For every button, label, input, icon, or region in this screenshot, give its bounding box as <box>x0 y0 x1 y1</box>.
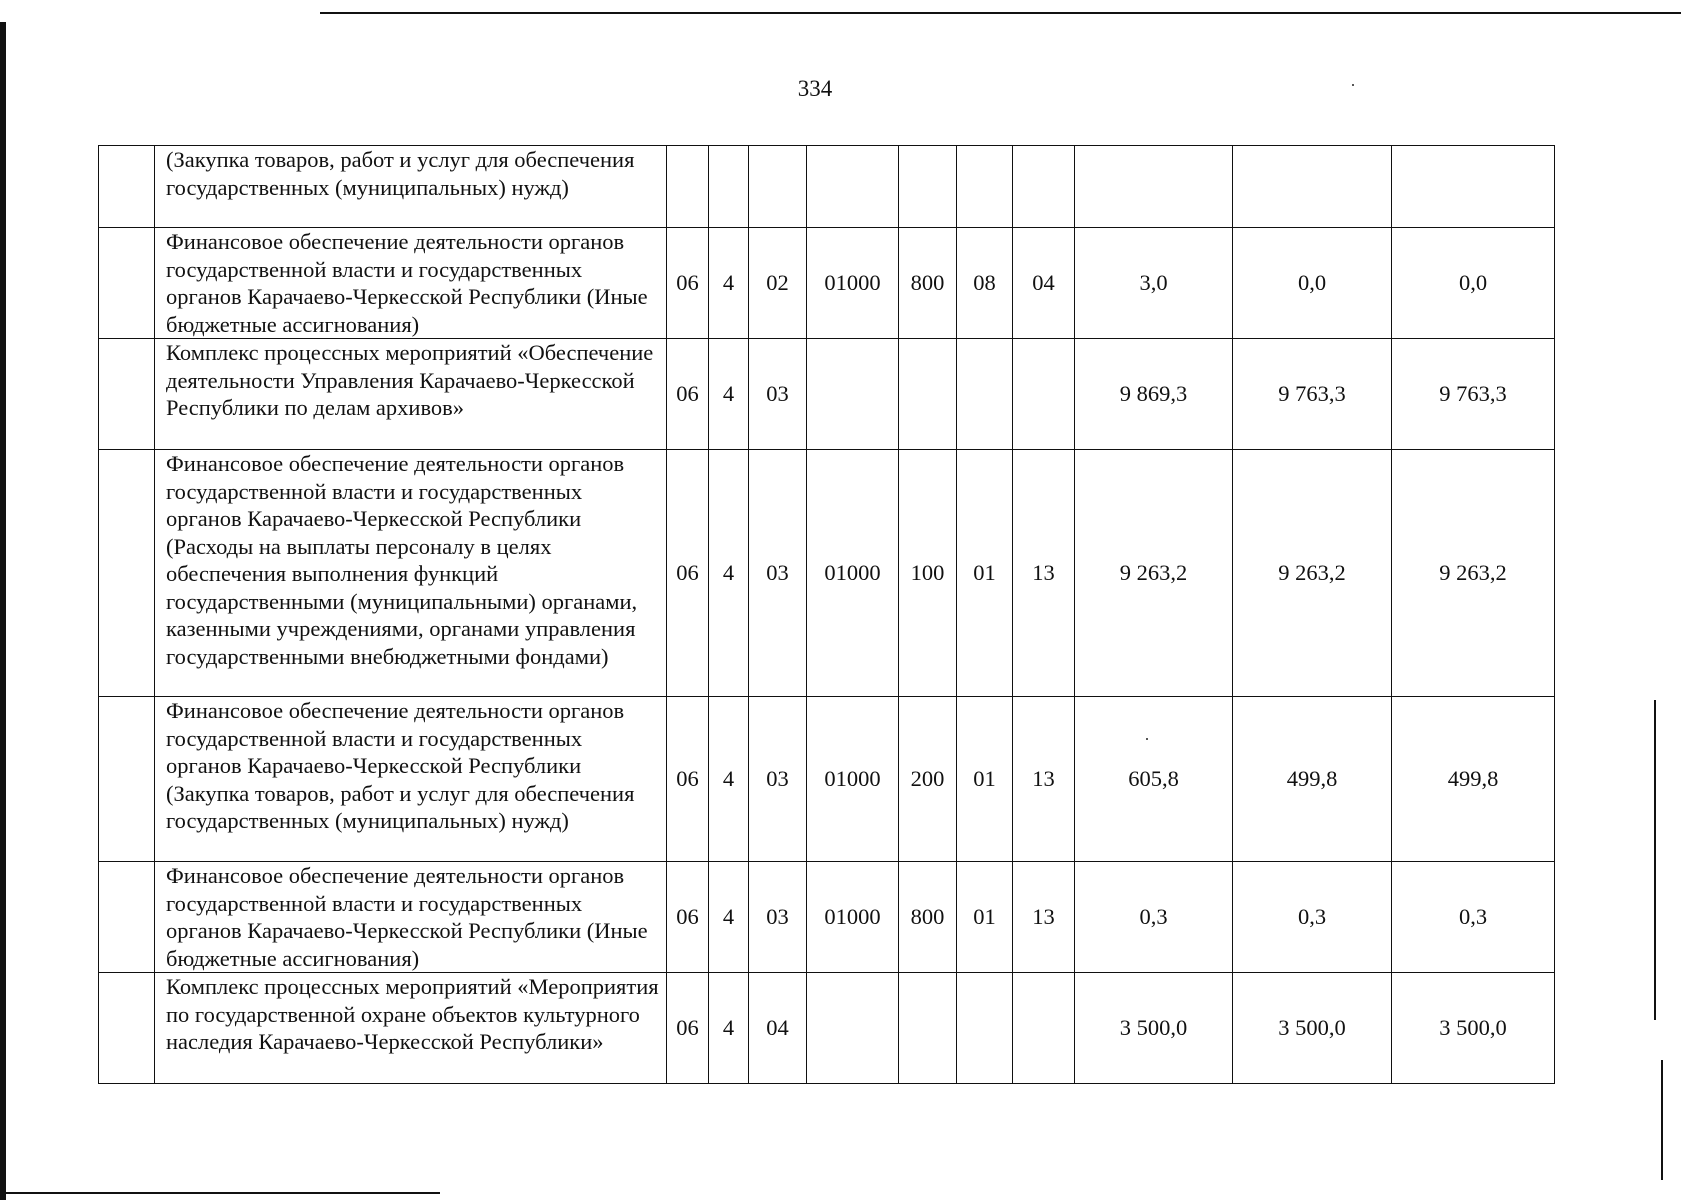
amount-cell: 499,8 <box>1233 697 1392 862</box>
row-index-cell <box>99 697 155 862</box>
amount-cell: 605,8 <box>1075 697 1233 862</box>
table-row <box>99 973 1555 1084</box>
code-cell: 13 <box>1013 862 1075 973</box>
scan-border-left <box>0 22 6 1200</box>
code-cell: 13 <box>1013 450 1075 697</box>
code-cell <box>709 146 749 228</box>
code-cell: 4 <box>709 450 749 697</box>
code-cell <box>667 146 709 228</box>
scan-border-top <box>320 12 1681 14</box>
code-cell: 100 <box>899 450 957 697</box>
amount-cell: 9 263,2 <box>1075 450 1233 697</box>
amount-cell: 0,0 <box>1392 228 1555 339</box>
code-cell: 01 <box>957 697 1013 862</box>
code-cell: 03 <box>749 697 807 862</box>
code-cell: 04 <box>1013 228 1075 339</box>
table-row <box>99 862 1555 973</box>
description-cell: Финансовое обеспечение деятельности органов государственной власти и государственных органов Карачаево-Черкесской Республики (Иные бюджетные ассигнования) <box>155 228 667 339</box>
code-cell <box>899 146 957 228</box>
table-row <box>99 450 1555 697</box>
code-cell: 13 <box>1013 697 1075 862</box>
code-cell <box>807 339 899 450</box>
code-cell: 06 <box>667 228 709 339</box>
row-index-cell <box>99 339 155 450</box>
table-row <box>99 146 1555 228</box>
table-row <box>99 697 1555 862</box>
code-cell: 200 <box>899 697 957 862</box>
code-cell: 01000 <box>807 862 899 973</box>
amount-cell <box>1075 146 1233 228</box>
row-index-cell <box>99 146 155 228</box>
code-cell: 01000 <box>807 450 899 697</box>
scan-border-right-2 <box>1661 1060 1663 1180</box>
amount-cell: 3 500,0 <box>1075 973 1233 1084</box>
code-cell: 4 <box>709 862 749 973</box>
scan-speck <box>1352 84 1354 86</box>
amount-cell: 9 763,3 <box>1392 339 1555 450</box>
amount-cell: 3,0 <box>1075 228 1233 339</box>
description-cell: Финансовое обеспечение деятельности органов государственной власти и государственных органов Карачаево-Черкесской Республики (Закупка товаров, работ и услуг для обеспечения государственных (муниципальных) нужд) <box>155 697 667 862</box>
page-number: 334 <box>797 76 833 101</box>
amount-cell <box>1233 146 1392 228</box>
code-cell: 06 <box>667 973 709 1084</box>
description-cell: Финансовое обеспечение деятельности органов государственной власти и государственных органов Карачаево-Черкесской Республики (Иные бюджетные ассигнования) <box>155 862 667 973</box>
code-cell: 4 <box>709 697 749 862</box>
row-index-cell <box>99 228 155 339</box>
code-cell: 03 <box>749 339 807 450</box>
code-cell: 800 <box>899 228 957 339</box>
code-cell <box>957 146 1013 228</box>
code-cell: 06 <box>667 862 709 973</box>
code-cell: 03 <box>749 450 807 697</box>
code-cell: 06 <box>667 450 709 697</box>
code-cell <box>807 973 899 1084</box>
amount-cell: 0,3 <box>1075 862 1233 973</box>
code-cell: 06 <box>667 339 709 450</box>
description-cell: Финансовое обеспечение деятельности органов государственной власти и государственных органов Карачаево-Черкесской Республики (Расходы на выплаты персоналу в целях обеспечения выполнения функций государственными (муниципальными) органами, казенными учреждениями, органами управления государственными внебюджетными фондами) <box>155 450 667 697</box>
code-cell: 4 <box>709 339 749 450</box>
amount-cell: 0,3 <box>1233 862 1392 973</box>
amount-cell: 3 500,0 <box>1392 973 1555 1084</box>
scan-border-bottom <box>0 1192 440 1194</box>
code-cell <box>1013 339 1075 450</box>
amount-cell: 0,0 <box>1233 228 1392 339</box>
amount-cell: 9 763,3 <box>1233 339 1392 450</box>
description-cell: (Закупка товаров, работ и услуг для обеспечения государственных (муниципальных) нужд) <box>155 146 667 228</box>
budget-table <box>98 145 1555 1084</box>
description-cell: Комплекс процессных мероприятий «Мероприятия по государственной охране объектов культурного наследия Карачаево-Черкесской Республики» <box>155 973 667 1084</box>
code-cell <box>957 973 1013 1084</box>
row-index-cell <box>99 450 155 697</box>
code-cell: 01000 <box>807 697 899 862</box>
code-cell: 01000 <box>807 228 899 339</box>
code-cell: 03 <box>749 862 807 973</box>
code-cell <box>899 339 957 450</box>
code-cell <box>807 146 899 228</box>
amount-cell: 0,3 <box>1392 862 1555 973</box>
code-cell <box>899 973 957 1084</box>
code-cell: 08 <box>957 228 1013 339</box>
code-cell: 800 <box>899 862 957 973</box>
amount-cell: 3 500,0 <box>1233 973 1392 1084</box>
scan-border-right-1 <box>1654 700 1656 1020</box>
code-cell: 4 <box>709 228 749 339</box>
code-cell: 06 <box>667 697 709 862</box>
amount-cell: 9 263,2 <box>1392 450 1555 697</box>
amount-cell: 9 263,2 <box>1233 450 1392 697</box>
table-row <box>99 228 1555 339</box>
code-cell: 01 <box>957 862 1013 973</box>
code-cell <box>1013 973 1075 1084</box>
code-cell <box>957 339 1013 450</box>
row-index-cell <box>99 973 155 1084</box>
code-cell <box>749 146 807 228</box>
amount-cell <box>1392 146 1555 228</box>
row-index-cell <box>99 862 155 973</box>
description-cell: Комплекс процессных мероприятий «Обеспечение деятельности Управления Карачаево-Черкесской Республики по делам архивов» <box>155 339 667 450</box>
code-cell: 01 <box>957 450 1013 697</box>
amount-cell: 499,8 <box>1392 697 1555 862</box>
code-cell: 04 <box>749 973 807 1084</box>
table-row <box>99 339 1555 450</box>
code-cell: 02 <box>749 228 807 339</box>
code-cell: 4 <box>709 973 749 1084</box>
amount-cell: 9 869,3 <box>1075 339 1233 450</box>
code-cell <box>1013 146 1075 228</box>
